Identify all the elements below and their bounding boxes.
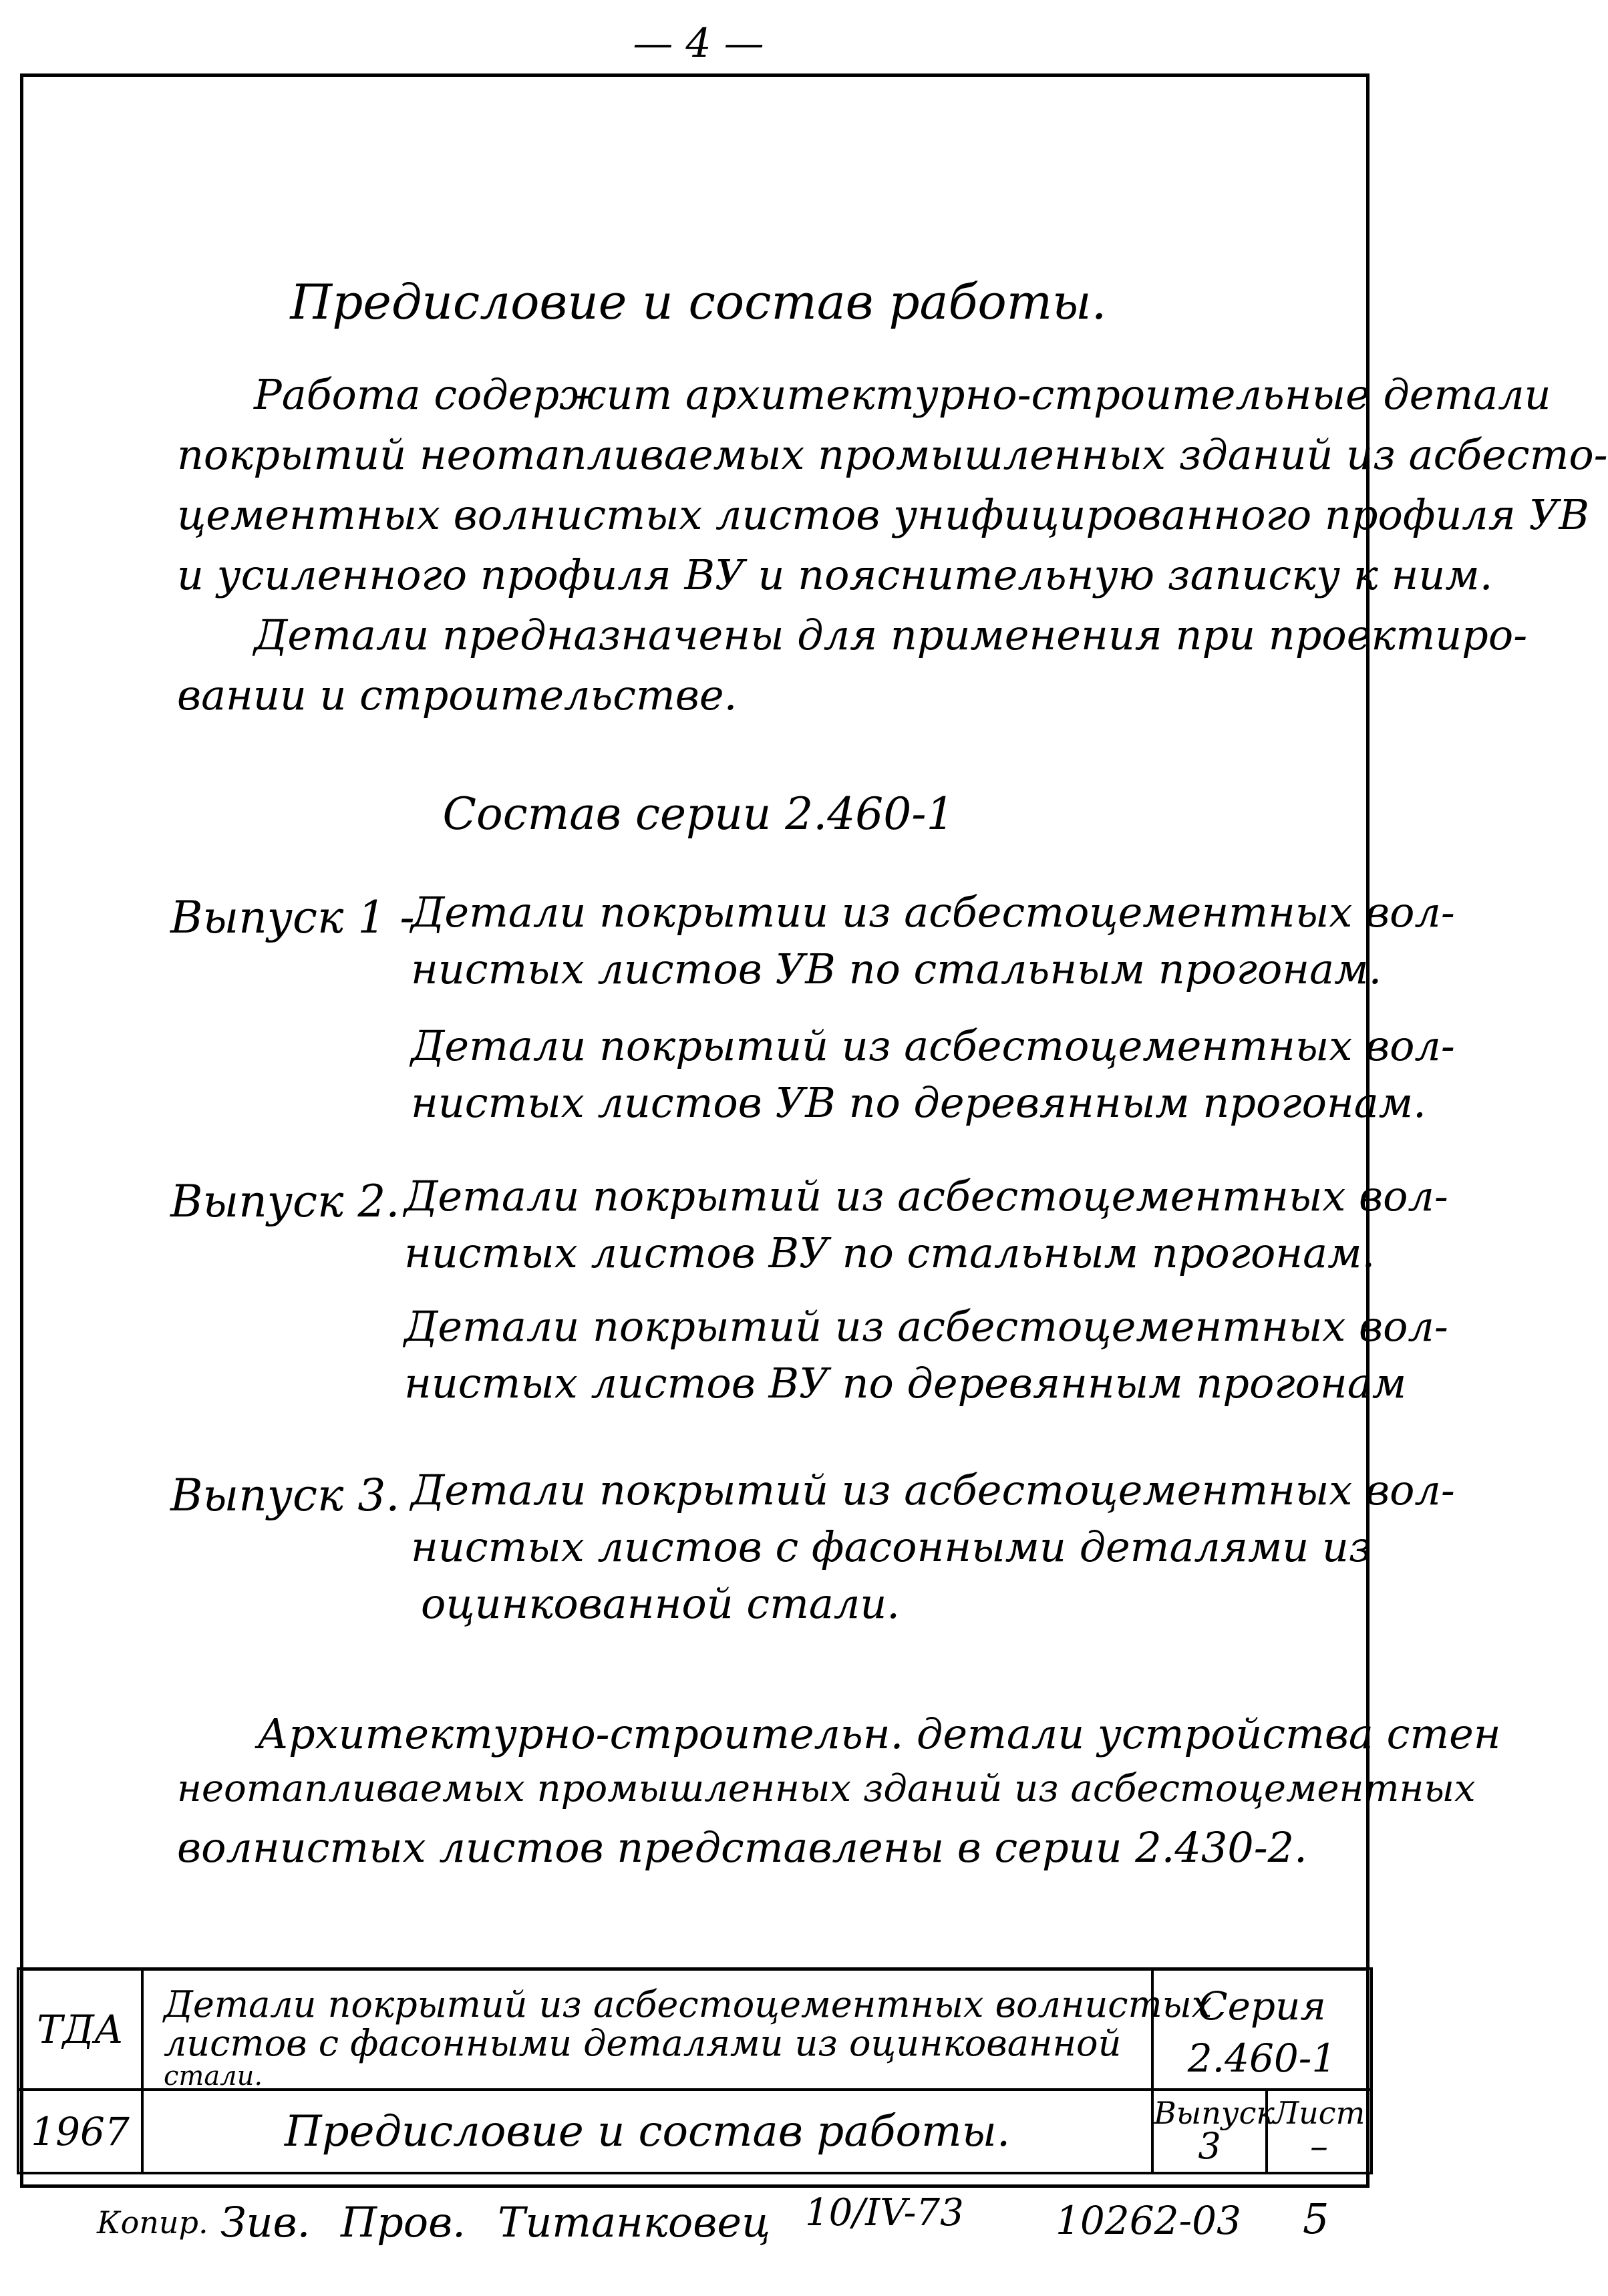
checked-signature: Титанковец — [498, 2198, 771, 2247]
issue-label: Выпуск 1 - — [170, 892, 415, 943]
sheet-cell — [1265, 2088, 1373, 2174]
page-title: Предисловие и состав работы. — [290, 274, 1107, 330]
sheet-title-cell — [141, 2088, 1154, 2174]
document-code: 10262-03 — [1056, 2198, 1241, 2243]
org-code: ТДА — [37, 2006, 124, 2052]
issue-item-line: Детали покрытии из асбестоцементных вол- — [411, 888, 1455, 937]
issue-item-line: оцинкованной стали. — [421, 1579, 900, 1628]
sheet-title: Предисловие и состав работы. — [284, 2106, 1011, 2156]
description-line: Детали покрытий из асбестоцементных волнистых — [164, 1983, 1213, 2025]
checked-label: Пров. — [341, 2198, 466, 2247]
issue-item-line: нистых листов ВУ по деревянным прогонам — [404, 1359, 1407, 1408]
issue-item-line: нистых листов УВ по стальным прогонам. — [411, 945, 1382, 993]
series-label: Серия — [1198, 1983, 1326, 2029]
issue-cell — [1151, 2088, 1275, 2174]
issue-item-line: нистых листов ВУ по стальным прогонам. — [404, 1228, 1376, 1277]
issue-item-line: Детали покрытий из асбестоцементных вол- — [404, 1172, 1448, 1220]
series-cell — [1151, 1967, 1373, 2091]
series-heading: Состав серии 2.460-1 — [442, 788, 955, 840]
series-value: 2.460-1 — [1187, 2035, 1337, 2081]
intro-line: покрытий неотапливаемых промышленных зданий из асбесто- — [177, 430, 1608, 479]
description-line: листов с фасонными деталями из оцинкованной — [164, 2022, 1122, 2064]
intro-line: цементных волнистых листов унифицированного профиля УВ — [177, 490, 1589, 539]
issue-cell-label: Выпуск — [1154, 2095, 1275, 2131]
copy-label: Копир. — [97, 2204, 208, 2241]
page-number: — 4 — — [633, 20, 764, 67]
purpose-line: вании и строительстве. — [177, 671, 738, 719]
issue-label: Выпуск 3. — [170, 1470, 400, 1521]
issue-item-line: нистых листов с фасонными деталями из — [411, 1522, 1372, 1571]
issue-item-line: нистых листов УВ по деревянным прогонам. — [411, 1078, 1426, 1127]
intro-line: и усиленного профиля ВУ и пояснительную записку к ним. — [177, 550, 1493, 599]
description-line: стали. — [164, 2061, 263, 2092]
walls-note-line: неотапливаемых промышленных зданий из асбестоцементных — [177, 1767, 1476, 1810]
issue-cell-value: 3 — [1198, 2125, 1221, 2167]
copy-signature: Зив. — [220, 2198, 311, 2247]
org-cell — [17, 1967, 144, 2091]
intro-line: Работа содержит архитектурно-строительные детали — [254, 370, 1551, 419]
year: 1967 — [31, 2108, 130, 2154]
issue-item-line: Детали покрытий из асбестоцементных вол- — [411, 1021, 1455, 1070]
walls-note-line: волнистых листов представлены в серии 2.430-2. — [177, 1823, 1307, 1872]
copy-date: 10/IV-73 — [805, 2191, 964, 2235]
year-cell — [17, 2088, 144, 2174]
issue-label: Выпуск 2. — [170, 1176, 400, 1227]
purpose-line: Детали предназначены для применения при проектиро- — [254, 611, 1528, 659]
walls-note-line: Архитектурно-строительн. детали устройства стен — [257, 1709, 1501, 1758]
issue-item-line: Детали покрытий из асбестоцементных вол- — [411, 1466, 1455, 1514]
description-cell — [141, 1967, 1213, 2092]
title-block — [20, 1967, 1370, 2188]
sheet-cell-label: Лист — [1273, 2095, 1365, 2131]
sheet-cell-value: – — [1310, 2125, 1328, 2167]
issue-item-line: Детали покрытий из асбестоцементных вол- — [404, 1302, 1448, 1351]
footer-page-number: 5 — [1303, 2194, 1329, 2243]
